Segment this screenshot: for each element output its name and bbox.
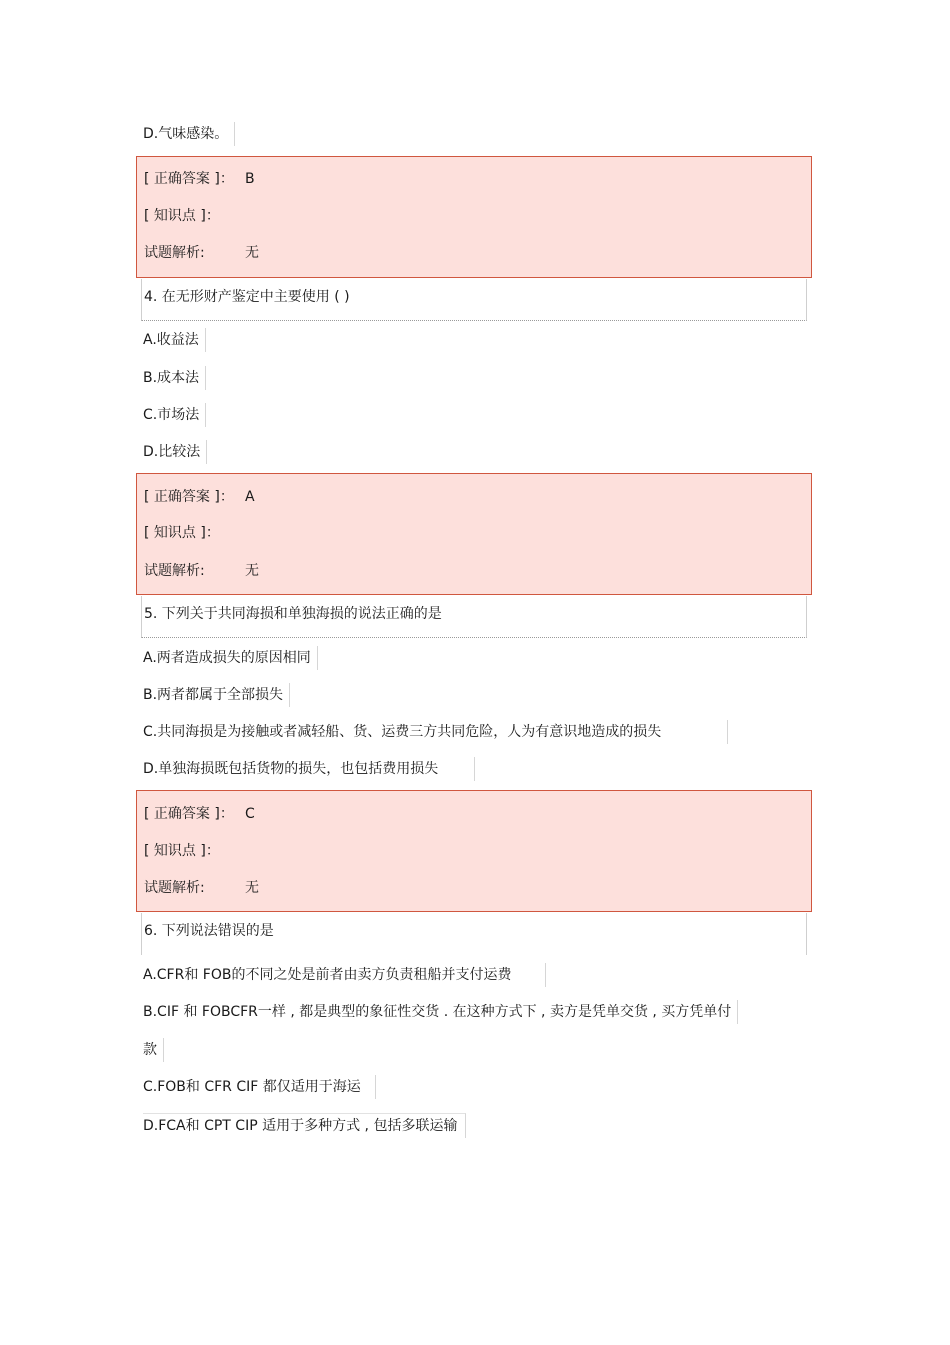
question-text: 5. 下列关于共同海损和单独海损的说法正确的是 xyxy=(144,606,442,622)
knowledge-point-label: [ 知识点 ]： xyxy=(144,208,220,224)
question-4 xyxy=(141,279,807,321)
question-text: 4. 在无形财产鉴定中主要使用 ( ) xyxy=(144,289,350,305)
option-a: A.CFR和 FOB的不同之处是前者由卖方负责租船并支付运费 xyxy=(143,963,546,987)
analysis-label: 试题解析: xyxy=(144,563,205,579)
option-c: C.市场法 xyxy=(143,403,206,427)
answer-box xyxy=(136,790,812,912)
correct-answer-row xyxy=(144,802,255,826)
analysis-label: 试题解析: xyxy=(144,245,205,261)
correct-answer-value: A xyxy=(245,489,255,505)
option-d: D.比较法 xyxy=(143,440,207,464)
knowledge-point-label: [ 知识点 ]： xyxy=(144,843,220,859)
option-c: C.FOB和 CFR CIF 都仅适用于海运 xyxy=(143,1075,376,1099)
knowledge-point-row xyxy=(144,204,220,228)
correct-answer-value: B xyxy=(245,171,255,187)
analysis-row xyxy=(144,559,259,583)
question-5 xyxy=(141,596,807,638)
option-b: B.两者都属于全部损失 xyxy=(143,683,290,707)
option-d: D.FCA和 CPT CIP 适用于多种方式 , 包括多联运输 xyxy=(143,1113,466,1138)
analysis-value: 无 xyxy=(245,245,259,261)
option-b: B.成本法 xyxy=(143,366,206,390)
analysis-label: 试题解析: xyxy=(144,880,205,896)
analysis-row xyxy=(144,876,259,900)
option-d: D.气味感染。 xyxy=(143,122,235,146)
answer-box xyxy=(136,473,812,595)
knowledge-point-row xyxy=(144,839,220,863)
correct-answer-label: [ 正确答案 ]： xyxy=(144,489,234,505)
question-6 xyxy=(141,913,807,955)
option-b-continuation: 款 xyxy=(143,1038,164,1062)
option-b: B.CIF 和 FOBCFR一样 , 都是典型的象征性交货 . 在这种方式下 , 卖方是凭单交货 , 买方凭单付 xyxy=(143,1000,738,1024)
knowledge-point-label: [ 知识点 ]： xyxy=(144,525,220,541)
correct-answer-label: [ 正确答案 ]： xyxy=(144,806,234,822)
option-c: C.共同海损是为接触或者减轻船、货、运费三方共同危险，人为有意识地造成的损失 xyxy=(143,720,728,744)
knowledge-point-row xyxy=(144,521,220,545)
correct-answer-row xyxy=(144,485,255,509)
analysis-value: 无 xyxy=(245,880,259,896)
correct-answer-value: C xyxy=(245,806,255,822)
option-a: A.两者造成损失的原因相同 xyxy=(143,646,318,670)
correct-answer-label: [ 正确答案 ]： xyxy=(144,171,234,187)
answer-box xyxy=(136,156,812,278)
correct-answer-row xyxy=(144,167,255,191)
option-d: D.单独海损既包括货物的损失，也包括费用损失 xyxy=(143,757,475,781)
question-text: 6. 下列说法错误的是 xyxy=(144,923,274,939)
analysis-value: 无 xyxy=(245,563,259,579)
option-a: A.收益法 xyxy=(143,328,206,352)
analysis-row xyxy=(144,241,259,265)
